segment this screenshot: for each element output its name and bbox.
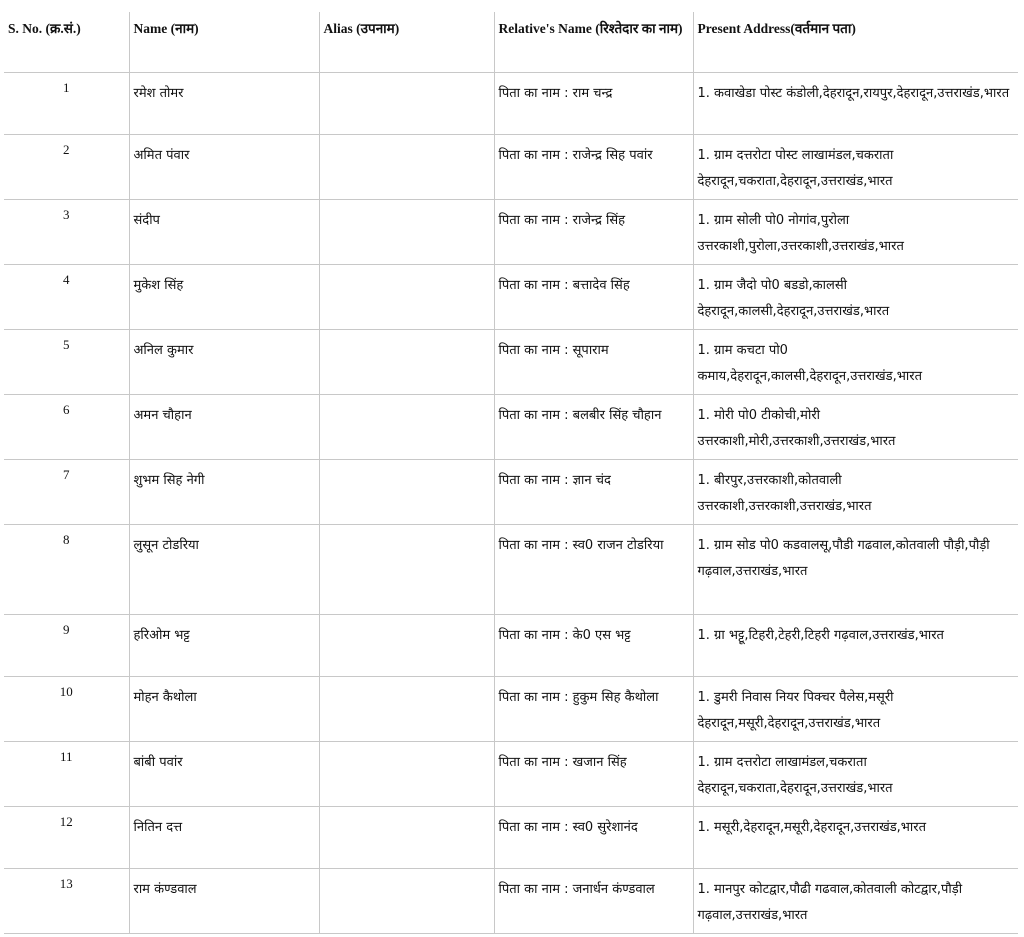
cell-alias xyxy=(319,460,494,525)
cell-alias xyxy=(319,265,494,330)
cell-relative: पिता का नाम : हुकुम सिह कैथोला xyxy=(494,677,693,742)
cell-sno: 13 xyxy=(4,869,129,934)
cell-name: अनिल कुमार xyxy=(129,330,319,395)
table-row xyxy=(4,615,1018,677)
cell-relative: पिता का नाम : स्व0 सुरेशानंद xyxy=(494,807,693,869)
cell-address: 1. ग्राम जैदो पो0 बडडो,कालसी देहरादून,कालसी,देहरादून,उत्तराखंड,भारत xyxy=(693,265,1018,330)
cell-sno: 4 xyxy=(4,265,129,330)
cell-name: राम कंण्डवाल xyxy=(129,869,319,934)
cell-relative: पिता का नाम : राम चन्द्र xyxy=(494,73,693,135)
cell-address: 1. कवाखेडा पोस्ट कंडोली,देहरादून,रायपुर,देहरादून,उत्तराखंड,भारत xyxy=(693,73,1018,135)
table-row xyxy=(4,460,1018,525)
cell-name: मुकेश सिंह xyxy=(129,265,319,330)
cell-alias xyxy=(319,869,494,934)
cell-relative: पिता का नाम : के0 एस भट्ट xyxy=(494,615,693,677)
cell-name: नितिन दत्त xyxy=(129,807,319,869)
cell-sno: 3 xyxy=(4,200,129,265)
cell-alias xyxy=(319,200,494,265)
cell-alias xyxy=(319,73,494,135)
cell-alias xyxy=(319,395,494,460)
cell-relative: पिता का नाम : जनार्धन कंण्डवाल xyxy=(494,869,693,934)
header-row xyxy=(4,12,1018,73)
table-row xyxy=(4,869,1018,934)
cell-name: बांबी पवांर xyxy=(129,742,319,807)
cell-sno: 9 xyxy=(4,615,129,677)
table-row xyxy=(4,330,1018,395)
cell-relative: पिता का नाम : स्व0 राजन टोडरिया xyxy=(494,525,693,615)
cell-sno: 7 xyxy=(4,460,129,525)
cell-address: 1. ग्राम सोड पो0 कडवालसू,पौडी गढवाल,कोतवाली पौड़ी,पौड़ी गढ़वाल,उत्तराखंड,भारत xyxy=(693,525,1018,615)
header-relative: Relative's Name (रिश्तेदार का नाम) xyxy=(494,12,693,73)
cell-address: 1. ग्राम सोली पो0 नोगांव,पुरोला उत्तरकाशी,पुरोला,उत्तरकाशी,उत्तराखंड,भारत xyxy=(693,200,1018,265)
cell-name: मोहन कैथोला xyxy=(129,677,319,742)
header-address: Present Address(वर्तमान पता) xyxy=(693,12,1018,73)
cell-relative: पिता का नाम : खजान सिंह xyxy=(494,742,693,807)
header-name: Name (नाम) xyxy=(129,12,319,73)
cell-name: शुभम सिह नेगी xyxy=(129,460,319,525)
cell-relative: पिता का नाम : ज्ञान चंद xyxy=(494,460,693,525)
cell-name: रमेश तोमर xyxy=(129,73,319,135)
cell-address: 1. मानपुर कोटद्वार,पौढी गढवाल,कोतवाली कोटद्वार,पौड़ी गढ़वाल,उत्तराखंड,भारत xyxy=(693,869,1018,934)
cell-alias xyxy=(319,525,494,615)
cell-sno: 12 xyxy=(4,807,129,869)
cell-relative: पिता का नाम : राजेन्द्र सिंह xyxy=(494,200,693,265)
cell-alias xyxy=(319,615,494,677)
cell-sno: 8 xyxy=(4,525,129,615)
cell-sno: 11 xyxy=(4,742,129,807)
table-row xyxy=(4,73,1018,135)
cell-name: अमित पंवार xyxy=(129,135,319,200)
cell-sno: 5 xyxy=(4,330,129,395)
cell-sno: 1 xyxy=(4,73,129,135)
cell-name: संदीप xyxy=(129,200,319,265)
cell-name: अमन चौहान xyxy=(129,395,319,460)
table-row xyxy=(4,135,1018,200)
cell-name: लुसून टोडरिया xyxy=(129,525,319,615)
cell-alias xyxy=(319,742,494,807)
cell-relative: पिता का नाम : सूपाराम xyxy=(494,330,693,395)
cell-address: 1. ग्राम कचटा पो0 कमाय,देहरादून,कालसी,देहरादून,उत्तराखंड,भारत xyxy=(693,330,1018,395)
cell-alias xyxy=(319,677,494,742)
table-row xyxy=(4,742,1018,807)
cell-alias xyxy=(319,807,494,869)
table-row xyxy=(4,265,1018,330)
table-row xyxy=(4,807,1018,869)
cell-sno: 6 xyxy=(4,395,129,460)
cell-sno: 2 xyxy=(4,135,129,200)
table-row xyxy=(4,525,1018,615)
table-row xyxy=(4,395,1018,460)
cell-address: 1. ग्राम दत्तरोटा लाखामंडल,चकराता देहरादून,चकराता,देहरादून,उत्तराखंड,भारत xyxy=(693,742,1018,807)
table-row xyxy=(4,677,1018,742)
cell-relative: पिता का नाम : बलबीर सिंह चौहान xyxy=(494,395,693,460)
cell-alias xyxy=(319,330,494,395)
cell-alias xyxy=(319,135,494,200)
cell-sno: 10 xyxy=(4,677,129,742)
header-alias: Alias (उपनाम) xyxy=(319,12,494,73)
cell-address: 1. मोरी पो0 टीकोची,मोरी उत्तरकाशी,मोरी,उत्तरकाशी,उत्तराखंड,भारत xyxy=(693,395,1018,460)
cell-address: 1. डुमरी निवास नियर पिक्चर पैलेस,मसूरी देहरादून,मसूरी,देहरादून,उत्तराखंड,भारत xyxy=(693,677,1018,742)
cell-address: 1. ग्रा भट्टू,टिहरी,टेहरी,टिहरी गढ़वाल,उत्तराखंड,भारत xyxy=(693,615,1018,677)
cell-name: हरिओम भट्ट xyxy=(129,615,319,677)
cell-address: 1. ग्राम दत्तरोटा पोस्ट लाखामंडल,चकराता देहरादून,चकराता,देहरादून,उत्तराखंड,भारत xyxy=(693,135,1018,200)
cell-relative: पिता का नाम : राजेन्द्र सिह पवांर xyxy=(494,135,693,200)
header-sno: S. No. (क्र.सं.) xyxy=(4,12,129,73)
cell-relative: पिता का नाम : बत्तादेव सिंह xyxy=(494,265,693,330)
cell-address: 1. मसूरी,देहरादून,मसूरी,देहरादून,उत्तराखंड,भारत xyxy=(693,807,1018,869)
records-table xyxy=(4,12,1018,934)
cell-address: 1. बीरपुर,उत्तरकाशी,कोतवाली उत्तरकाशी,उत्तरकाशी,उत्तराखंड,भारत xyxy=(693,460,1018,525)
table-row xyxy=(4,200,1018,265)
